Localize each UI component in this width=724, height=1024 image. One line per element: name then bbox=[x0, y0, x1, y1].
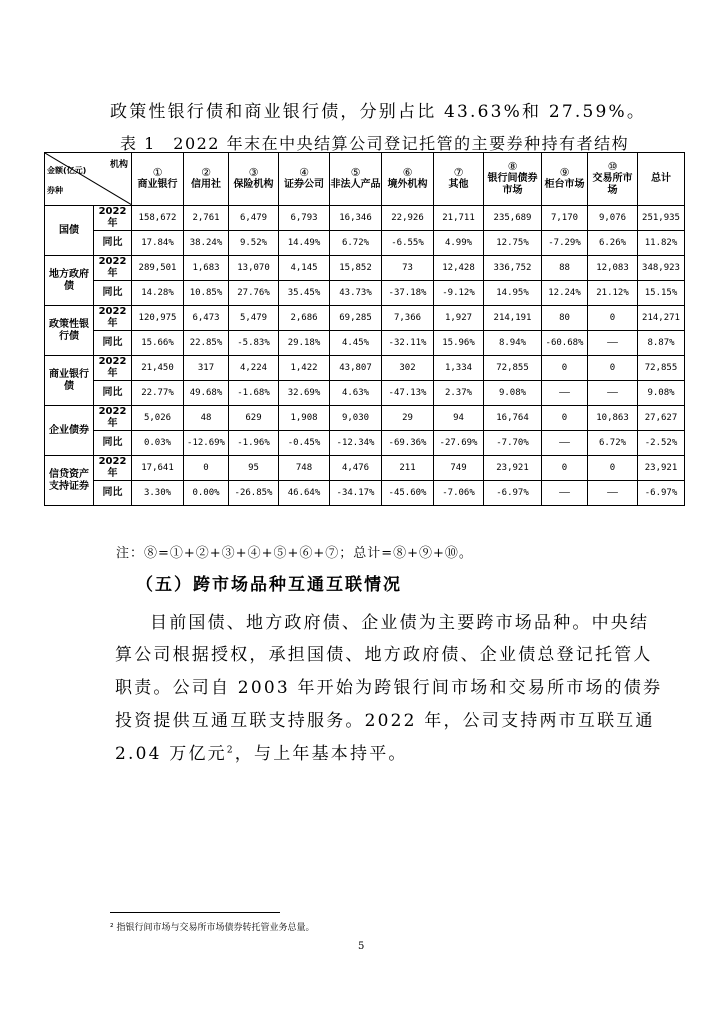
column-header bbox=[330, 153, 382, 206]
footnote-divider bbox=[110, 912, 280, 913]
table-cell: 9,076 bbox=[588, 206, 638, 231]
table-row bbox=[45, 431, 685, 456]
table-cell: 49.68% bbox=[184, 381, 229, 406]
table-cell: 748 bbox=[279, 456, 330, 481]
table-cell: -27.69% bbox=[434, 431, 484, 456]
table-cell: 94 bbox=[434, 406, 484, 431]
table-cell: 32.69% bbox=[279, 381, 330, 406]
table-cell: —— bbox=[588, 331, 638, 356]
table-cell: 21.12% bbox=[588, 281, 638, 306]
column-label: 银行间债券市场 bbox=[487, 173, 538, 196]
table-cell: 0 bbox=[588, 356, 638, 381]
table-cell: 317 bbox=[184, 356, 229, 381]
column-header bbox=[279, 153, 330, 206]
table-cell: 35.45% bbox=[279, 281, 330, 306]
footnote-text: 指银行间市场与交易所市场债券转托管业务总量。 bbox=[116, 923, 315, 933]
column-label: 非法人产品 bbox=[330, 179, 381, 190]
corner-bottom-left: 券种 bbox=[47, 186, 63, 195]
table-cell: 4.45% bbox=[330, 331, 382, 356]
table-cell: 1,422 bbox=[279, 356, 330, 381]
table-cell: 6,479 bbox=[229, 206, 279, 231]
table-cell: 120,975 bbox=[132, 306, 184, 331]
table-cell: 251,935 bbox=[638, 206, 685, 231]
table-cell: 69,285 bbox=[330, 306, 382, 331]
paragraph-tail: ，与上年基本持平。 bbox=[234, 744, 408, 764]
row-sub-label: 2022 年 bbox=[94, 406, 132, 431]
section-title: （五）跨市场品种互通互联情况 bbox=[136, 575, 402, 595]
table-cell: 80 bbox=[542, 306, 588, 331]
table-cell: 23,921 bbox=[484, 456, 542, 481]
column-header bbox=[542, 153, 588, 206]
column-header bbox=[229, 153, 279, 206]
table-cell: -45.60% bbox=[382, 481, 434, 506]
table-cell: 214,191 bbox=[484, 306, 542, 331]
table-cell: 629 bbox=[229, 406, 279, 431]
table-cell: 1,927 bbox=[434, 306, 484, 331]
table-cell: 10,863 bbox=[588, 406, 638, 431]
table-cell: —— bbox=[588, 381, 638, 406]
table-cell: 7,366 bbox=[382, 306, 434, 331]
column-header bbox=[184, 153, 229, 206]
table-cell: 0 bbox=[588, 456, 638, 481]
paragraph-line-4: 投资提供互通互联支持服务。2022 年，公司支持两市互联互通 bbox=[115, 711, 655, 731]
table-cell: 0 bbox=[542, 456, 588, 481]
table-row bbox=[45, 406, 685, 431]
table-cell: 27,627 bbox=[638, 406, 685, 431]
table-cell: 22.85% bbox=[184, 331, 229, 356]
table-cell: 14.49% bbox=[279, 231, 330, 256]
table-cell: 8.87% bbox=[638, 331, 685, 356]
table-cell: -34.17% bbox=[330, 481, 382, 506]
table-cell: -7.06% bbox=[434, 481, 484, 506]
column-label: 证券公司 bbox=[284, 179, 324, 190]
column-number: ③ bbox=[248, 166, 259, 179]
table-cell: 4.99% bbox=[434, 231, 484, 256]
table-cell: -69.36% bbox=[382, 431, 434, 456]
column-number: ⑨ bbox=[559, 166, 570, 179]
row-type-header: 地方政府债 bbox=[45, 256, 94, 306]
table-cell: 43,807 bbox=[330, 356, 382, 381]
table-cell: 12.75% bbox=[484, 231, 542, 256]
table-cell: 15.15% bbox=[638, 281, 685, 306]
column-header bbox=[132, 153, 184, 206]
table-cell: 48 bbox=[184, 406, 229, 431]
corner-top-right: 机构 bbox=[109, 160, 128, 170]
table-cell: 235,689 bbox=[484, 206, 542, 231]
row-sub-label: 同比 bbox=[94, 481, 132, 506]
paragraph-line-3: 职责。公司自 2003 年开始为跨银行间市场和交易所市场的债券 bbox=[115, 678, 663, 698]
table-cell: -1.68% bbox=[229, 381, 279, 406]
table-cell: 15.96% bbox=[434, 331, 484, 356]
table-cell: 348,923 bbox=[638, 256, 685, 281]
column-number: ⑧ bbox=[507, 160, 518, 173]
table-cell: 9.08% bbox=[638, 381, 685, 406]
table-cell: 13,070 bbox=[229, 256, 279, 281]
table-cell: 29.18% bbox=[279, 331, 330, 356]
table-cell: 2.37% bbox=[434, 381, 484, 406]
table-cell: 214,271 bbox=[638, 306, 685, 331]
table-cell: -47.13% bbox=[382, 381, 434, 406]
table-cell: -7.70% bbox=[484, 431, 542, 456]
table-cell: -26.85% bbox=[229, 481, 279, 506]
table-cell: 1,683 bbox=[184, 256, 229, 281]
table-cell: 22.77% bbox=[132, 381, 184, 406]
table-cell: 1,334 bbox=[434, 356, 484, 381]
table-cell: 0.00% bbox=[184, 481, 229, 506]
row-type-header: 商业银行债 bbox=[45, 356, 94, 406]
table-row bbox=[45, 306, 685, 331]
table-cell: 4,224 bbox=[229, 356, 279, 381]
holder-structure-table bbox=[44, 152, 685, 506]
table-cell: —— bbox=[542, 431, 588, 456]
table-cell: 3.30% bbox=[132, 481, 184, 506]
table-cell: 22,926 bbox=[382, 206, 434, 231]
table-cell: 95 bbox=[229, 456, 279, 481]
table-cell: -6.97% bbox=[484, 481, 542, 506]
table-cell: 73 bbox=[382, 256, 434, 281]
table-cell: 5,026 bbox=[132, 406, 184, 431]
table-cell: 72,855 bbox=[484, 356, 542, 381]
table-cell: 9.08% bbox=[484, 381, 542, 406]
column-header bbox=[484, 153, 542, 206]
table-cell: 10.85% bbox=[184, 281, 229, 306]
paragraph-line-5 bbox=[115, 739, 408, 764]
row-sub-label: 同比 bbox=[94, 281, 132, 306]
row-type-header: 信贷资产支持证券 bbox=[45, 456, 94, 506]
row-type-header: 国债 bbox=[45, 206, 94, 256]
table-cell: 46.64% bbox=[279, 481, 330, 506]
column-label: 保险机构 bbox=[233, 179, 274, 190]
table-cell: 302 bbox=[382, 356, 434, 381]
column-number: ② bbox=[201, 166, 211, 179]
column-header bbox=[382, 153, 434, 206]
table-cell: 6,473 bbox=[184, 306, 229, 331]
column-number: ① bbox=[152, 166, 163, 179]
row-sub-label: 2022 年 bbox=[94, 256, 132, 281]
table-cell: -2.52% bbox=[638, 431, 685, 456]
column-header bbox=[638, 153, 685, 206]
row-sub-label: 2022 年 bbox=[94, 306, 132, 331]
table-note: 注：⑧=①+②+③+④+⑤+⑥+⑦；总计=⑧+⑨+⑩。 bbox=[116, 546, 473, 561]
table-cell: 289,501 bbox=[132, 256, 184, 281]
table-cell: 17,641 bbox=[132, 456, 184, 481]
column-label: 商业银行 bbox=[137, 179, 178, 190]
table-cell: 8.94% bbox=[484, 331, 542, 356]
footnote bbox=[110, 920, 315, 933]
table-cell: 0.03% bbox=[132, 431, 184, 456]
table-cell: -60.68% bbox=[542, 331, 588, 356]
corner-top-left: 金额(亿元) bbox=[47, 166, 87, 175]
table-cell: 0 bbox=[542, 406, 588, 431]
table-cell: 16,346 bbox=[330, 206, 382, 231]
column-label: 境外机构 bbox=[387, 179, 428, 190]
table-cell: 4.63% bbox=[330, 381, 382, 406]
table-cell: -1.96% bbox=[229, 431, 279, 456]
table-row bbox=[45, 231, 685, 256]
table-cell: 14.95% bbox=[484, 281, 542, 306]
paragraph-amount: 2.04 万亿元 bbox=[115, 744, 227, 764]
table-cell: —— bbox=[588, 481, 638, 506]
table-cell: 4,476 bbox=[330, 456, 382, 481]
row-sub-label: 2022 年 bbox=[94, 206, 132, 231]
table-cell: 2,761 bbox=[184, 206, 229, 231]
table-cell: —— bbox=[542, 481, 588, 506]
table-row bbox=[45, 331, 685, 356]
table-cell: 17.84% bbox=[132, 231, 184, 256]
column-label: 其他 bbox=[448, 179, 469, 190]
table-cell: 4,145 bbox=[279, 256, 330, 281]
page-number: 5 bbox=[358, 941, 365, 952]
table-row bbox=[45, 206, 685, 231]
table-row bbox=[45, 356, 685, 381]
row-sub-label: 同比 bbox=[94, 381, 132, 406]
row-sub-label: 同比 bbox=[94, 331, 132, 356]
table-caption: 表 1 2022 年末在中央结算公司登记托管的主要券种持有者结构 bbox=[120, 134, 630, 153]
table-cell: 43.73% bbox=[330, 281, 382, 306]
column-number: ④ bbox=[299, 166, 309, 179]
table-cell: 12.24% bbox=[542, 281, 588, 306]
column-number: ⑦ bbox=[453, 166, 464, 179]
table-cell: 0 bbox=[184, 456, 229, 481]
table-cell: 336,752 bbox=[484, 256, 542, 281]
table-cell: 211 bbox=[382, 456, 434, 481]
table-cell: 0 bbox=[588, 306, 638, 331]
footnote-mark: ² bbox=[110, 923, 114, 933]
table-cell: -32.11% bbox=[382, 331, 434, 356]
table-cell: 6.26% bbox=[588, 231, 638, 256]
table-row bbox=[45, 381, 685, 406]
table-cell: -6.97% bbox=[638, 481, 685, 506]
table-cell: 7,170 bbox=[542, 206, 588, 231]
table-cell: 0 bbox=[542, 356, 588, 381]
table-cell: 749 bbox=[434, 456, 484, 481]
table-cell: 29 bbox=[382, 406, 434, 431]
table-cell: 16,764 bbox=[484, 406, 542, 431]
table-cell: 15,852 bbox=[330, 256, 382, 281]
column-header bbox=[434, 153, 484, 206]
table-row bbox=[45, 281, 685, 306]
footnote-reference: 2 bbox=[226, 745, 235, 756]
table-cell: 12,428 bbox=[434, 256, 484, 281]
table-cell: 15.66% bbox=[132, 331, 184, 356]
table-cell: —— bbox=[542, 381, 588, 406]
table-cell: 88 bbox=[542, 256, 588, 281]
table-cell: 158,672 bbox=[132, 206, 184, 231]
column-label: 信用社 bbox=[191, 179, 221, 190]
column-number: ⑩ bbox=[607, 160, 618, 173]
table-cell: 23,921 bbox=[638, 456, 685, 481]
table-cell: 1,908 bbox=[279, 406, 330, 431]
table-cell: -5.83% bbox=[229, 331, 279, 356]
table-cell: 6.72% bbox=[588, 431, 638, 456]
table-cell: 5,479 bbox=[229, 306, 279, 331]
row-sub-label: 2022 年 bbox=[94, 356, 132, 381]
table-cell: 6.72% bbox=[330, 231, 382, 256]
column-label: 交易所市场 bbox=[592, 173, 633, 196]
table-cell: -0.45% bbox=[279, 431, 330, 456]
table-cell: 2,686 bbox=[279, 306, 330, 331]
table-cell: -9.12% bbox=[434, 281, 484, 306]
table-cell: 72,855 bbox=[638, 356, 685, 381]
column-number: ⑤ bbox=[350, 166, 361, 179]
paragraph-line-1: 目前国债、地方政府债、企业债为主要跨市场品种。中央结 bbox=[150, 613, 650, 633]
table-cell: 14.28% bbox=[132, 281, 184, 306]
intro-line: 政策性银行债和商业银行债，分别占比 43.63%和 27.59%。 bbox=[110, 102, 647, 122]
table-header-row bbox=[45, 153, 685, 206]
row-sub-label: 同比 bbox=[94, 431, 132, 456]
table-cell: 9.52% bbox=[229, 231, 279, 256]
table-row bbox=[45, 256, 685, 281]
table-cell: 21,450 bbox=[132, 356, 184, 381]
table-corner-cell bbox=[45, 153, 132, 206]
row-sub-label: 2022 年 bbox=[94, 456, 132, 481]
table-row bbox=[45, 456, 685, 481]
table-cell: 27.76% bbox=[229, 281, 279, 306]
row-sub-label: 同比 bbox=[94, 231, 132, 256]
table-cell: 12,083 bbox=[588, 256, 638, 281]
table-cell: -6.55% bbox=[382, 231, 434, 256]
paragraph-line-2: 算公司根据授权，承担国债、地方政府债、企业债总登记托管人 bbox=[115, 645, 653, 665]
column-number: ⑥ bbox=[402, 166, 413, 179]
column-header bbox=[588, 153, 638, 206]
table-row bbox=[45, 481, 685, 506]
table-cell: -12.69% bbox=[184, 431, 229, 456]
column-label: 柜台市场 bbox=[544, 179, 585, 190]
table-cell: 21,711 bbox=[434, 206, 484, 231]
table-cell: 11.82% bbox=[638, 231, 685, 256]
table-cell: 38.24% bbox=[184, 231, 229, 256]
table-cell: 9,030 bbox=[330, 406, 382, 431]
table-cell: -12.34% bbox=[330, 431, 382, 456]
table-cell: -7.29% bbox=[542, 231, 588, 256]
table-cell: -37.18% bbox=[382, 281, 434, 306]
column-label: 总计 bbox=[651, 173, 671, 184]
table-cell: 6,793 bbox=[279, 206, 330, 231]
row-type-header: 政策性银行债 bbox=[45, 306, 94, 356]
row-type-header: 企业债券 bbox=[45, 406, 94, 456]
